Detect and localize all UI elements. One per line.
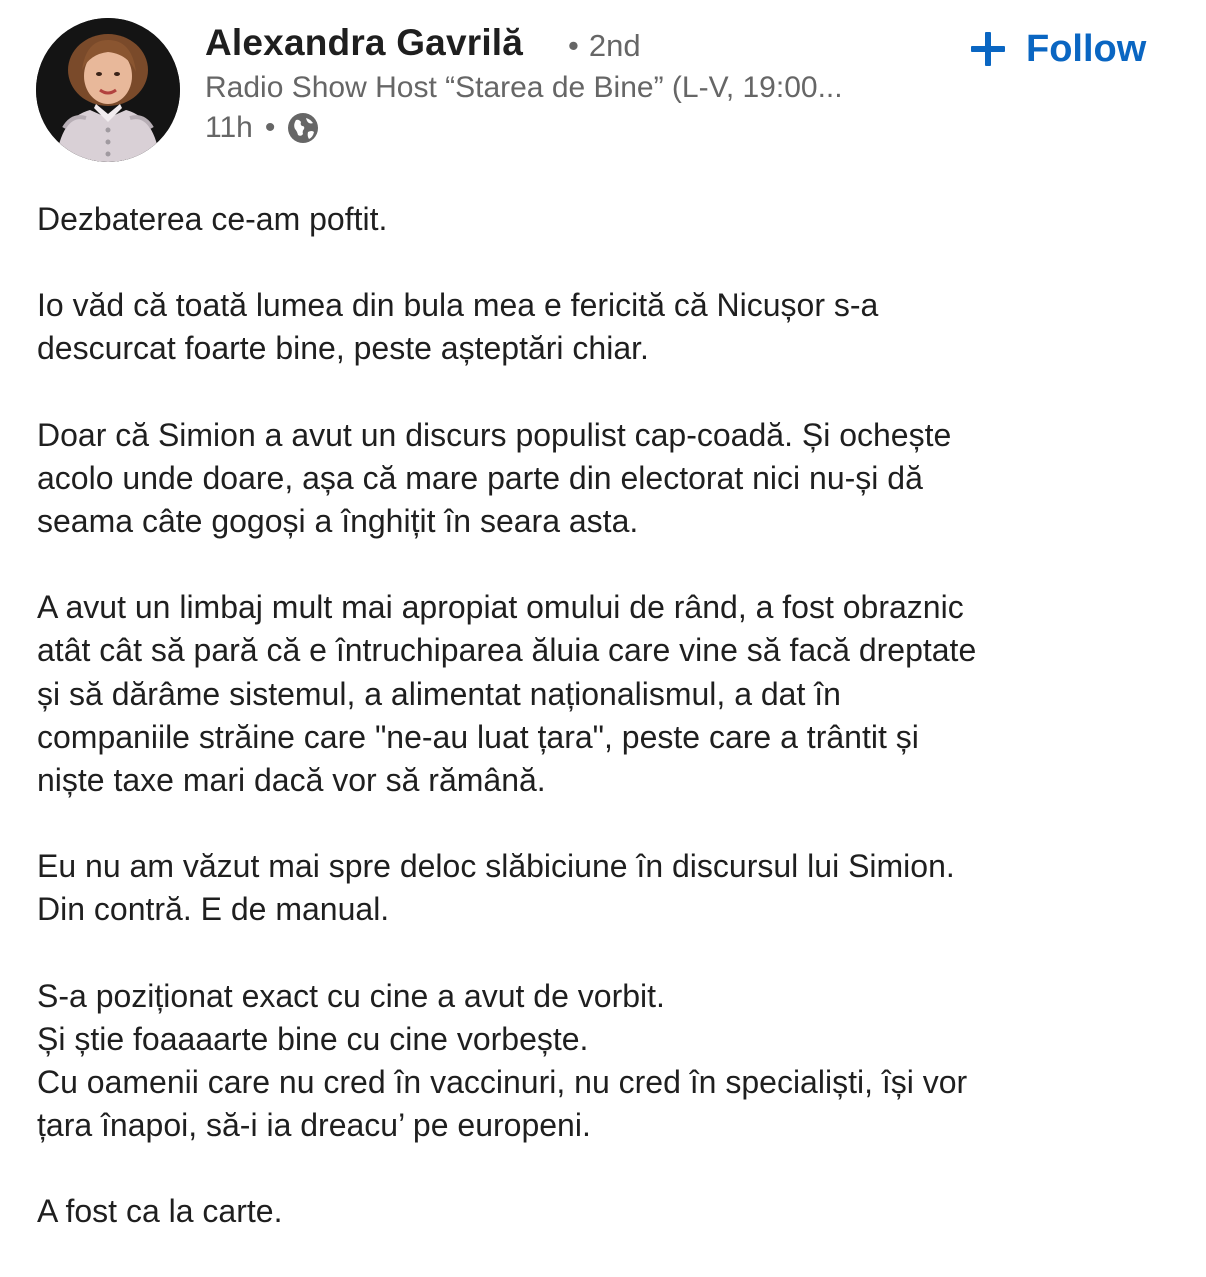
degree-separator: • — [568, 28, 579, 63]
post-paragraph: Io văd că toată lumea din bula mea e fericită că Nicușor s-a descurcat foarte bine, peste așteptări chiar. — [37, 287, 879, 367]
post-paragraph: S-a poziționat exact cu cine a avut de vorbit. Și știe foaaaarte bine cu cine vorbește. Cu oamenii care nu cred în vaccinuri, nu cred în specialiști, își vor țara înapoi, să-i ia dreacu’ pe europeni. — [37, 977, 968, 1144]
time-separator: • — [264, 111, 276, 144]
post-meta — [205, 111, 319, 145]
post-header — [0, 0, 1206, 180]
profile-photo — [36, 18, 180, 162]
post-paragraph: A avut un limbaj mult mai apropiat omului de rând, a fost obraznic atât cât să pară că e întruchiparea ăluia care vine să facă dreptate și să dărâme sistemul, a alimentat naționalismul, a dat în companiile străine care "ne-au luat țara", peste care a trântit și niște taxe mari dacă vor să rămână. — [37, 589, 977, 799]
globe-icon — [287, 112, 319, 144]
post-time: 11h — [205, 111, 253, 144]
author-avatar[interactable] — [36, 18, 180, 162]
author-headline: Radio Show Host “Starea de Bine” (L-V, 19:00... — [205, 71, 843, 104]
post-text — [37, 198, 1177, 1277]
connection-degree-label: 2nd — [588, 28, 641, 63]
post-paragraph: Eu nu am văzut mai spre deloc slăbiciune în discursul lui Simion. Din contră. E de manual. — [37, 848, 955, 928]
post-paragraph: Dezbaterea ce-am poftit. — [37, 201, 388, 237]
follow-label: Follow — [1026, 27, 1147, 70]
follow-button[interactable] — [968, 24, 1146, 74]
post-paragraph: Doar că Simion a avut un discurs populist cap-coadă. Și ochește acolo unde doare, așa că mare parte din electorat nici nu-și dă seama câte gogoși a înghițit în seara asta. — [37, 416, 952, 540]
author-name[interactable]: Alexandra Gavrilă — [205, 22, 524, 63]
post-paragraph: A fost ca la carte. — [37, 1193, 283, 1230]
connection-degree — [568, 28, 641, 64]
plus-icon — [968, 29, 1008, 69]
